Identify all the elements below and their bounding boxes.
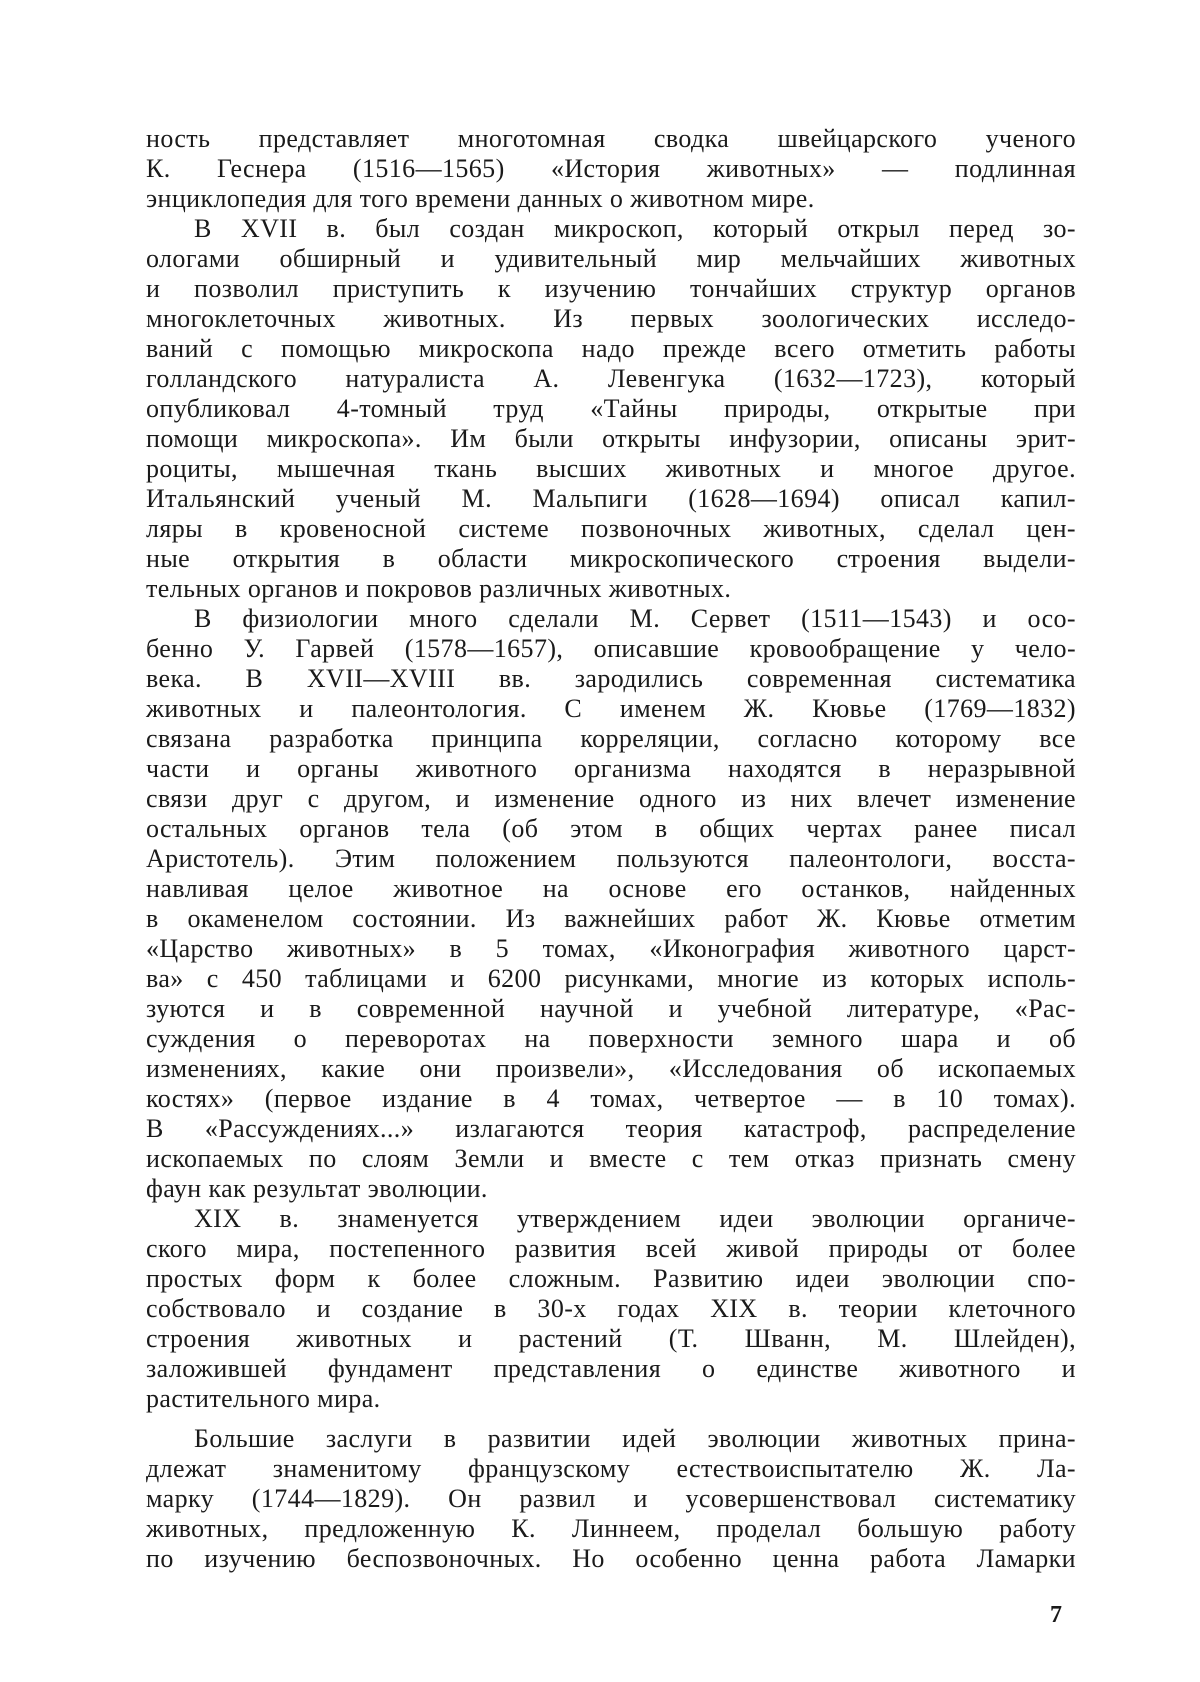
paragraph [146, 1424, 1076, 1574]
text-line: зуются и в современной научной и учебной литературе, «Рас- [146, 994, 1076, 1023]
text-line: фаун как результат эволюции. [146, 1174, 488, 1203]
text-line: изменениях, какие они произвели», «Исследования об ископаемых [146, 1054, 1076, 1083]
text-line: заложившей фундамент представления о единстве животного и [146, 1354, 1076, 1383]
paragraph [146, 1204, 1076, 1414]
paragraph [146, 214, 1076, 604]
text-line: В «Рассуждениях...» излагаются теория катастроф, распределение [146, 1114, 1076, 1143]
text-line: в окаменелом состоянии. Из важнейших работ Ж. Кювье отметим [146, 904, 1076, 933]
paragraph [146, 124, 1076, 214]
text-line: «Царство животных» в 5 томах, «Иконография животного царст- [146, 934, 1076, 963]
paragraph [146, 604, 1076, 1204]
text-line: века. В XVII—XVIII вв. зародились современная систематика [146, 664, 1076, 693]
text-line: строения животных и растений (Т. Шванн, М. Шлейден), [146, 1324, 1076, 1353]
text-line: Аристотель). Этим положением пользуются палеонтологи, восста- [146, 844, 1076, 873]
text-line: ность представляет многотомная сводка швейцарского ученого [146, 124, 1076, 153]
text-line: Большие заслуги в развитии идей эволюции животных прина- [194, 1424, 1076, 1453]
text-line: опубликовал 4-томный труд «Тайны природы, открытые при [146, 394, 1076, 423]
text-line: ского мира, постепенного развития всей живой природы от более [146, 1234, 1076, 1263]
text-line: собствовало и создание в 30-х годах XIX в. теории клеточного [146, 1294, 1076, 1323]
text-line: тельных органов и покровов различных животных. [146, 574, 732, 603]
text-line: многоклеточных животных. Из первых зоологических исследо- [146, 304, 1076, 333]
text-line: марку (1744—1829). Он развил и усовершенствовал систематику [146, 1484, 1076, 1513]
page-number: 7 [1050, 1602, 1062, 1628]
text-line: XIX в. знаменуется утверждением идеи эволюции органиче- [194, 1204, 1076, 1233]
text-line: и позволил приступить к изучению тончайших структур органов [146, 274, 1076, 303]
text-line: В физиологии много сделали М. Сервет (1511—1543) и осо- [194, 604, 1076, 633]
text-line: остальных органов тела (об этом в общих чертах ранее писал [146, 814, 1076, 843]
text-line: помощи микроскопа». Им были открыты инфузории, описаны эрит- [146, 424, 1076, 453]
text-line: животных, предложенную К. Линнеем, проделал большую работу [146, 1514, 1076, 1543]
text-line: ва» с 450 таблицами и 6200 рисунками, многие из которых исполь- [146, 964, 1076, 993]
text-line: костях» (первое издание в 4 томах, четвертое — в 10 томах). [146, 1084, 1076, 1113]
text-line: В XVII в. был создан микроскоп, который открыл перед зо- [194, 214, 1076, 243]
text-line: длежат знаменитому французскому естествоиспытателю Ж. Ла- [146, 1454, 1076, 1483]
text-line: роциты, мышечная ткань высших животных и многое другое. [146, 454, 1076, 483]
text-line: части и органы животного организма находятся в неразрывной [146, 754, 1076, 783]
text-line: ляры в кровеносной системе позвоночных животных, сделал цен- [146, 514, 1076, 543]
text-line: навливая целое животное на основе его останков, найденных [146, 874, 1076, 903]
text-line: К. Геснера (1516—1565) «История животных» — подлинная [146, 154, 1076, 183]
text-line: ваний с помощью микроскопа надо прежде всего отметить работы [146, 334, 1076, 363]
text-line: ископаемых по слоям Земли и вместе с тем отказ признать смену [146, 1144, 1076, 1173]
text-line: связана разработка принципа корреляции, согласно которому все [146, 724, 1076, 753]
text-line: ные открытия в области микроскопического строения выдели- [146, 544, 1076, 573]
text-line: суждения о переворотах на поверхности земного шара и об [146, 1024, 1076, 1053]
text-line: ологами обширный и удивительный мир мельчайших животных [146, 244, 1076, 273]
text-line: энциклопедия для того времени данных о животном мире. [146, 184, 815, 213]
text-line: бенно У. Гарвей (1578—1657), описавшие кровообращение у чело- [146, 634, 1076, 663]
text-line: связи друг с другом, и изменение одного из них влечет изменение [146, 784, 1076, 813]
text-line: Итальянский ученый М. Мальпиги (1628—1694) описал капил- [146, 484, 1076, 513]
text-line: животных и палеонтология. С именем Ж. Кювье (1769—1832) [146, 694, 1076, 723]
text-line: голландского натуралиста А. Левенгука (1632—1723), который [146, 364, 1076, 393]
text-line: простых форм к более сложным. Развитию идеи эволюции спо- [146, 1264, 1076, 1293]
text-line: растительного мира. [146, 1384, 381, 1413]
text-line: по изучению беспозвоночных. Но особенно ценна работа Ламарки [146, 1544, 1076, 1573]
page-body [146, 124, 1076, 1574]
